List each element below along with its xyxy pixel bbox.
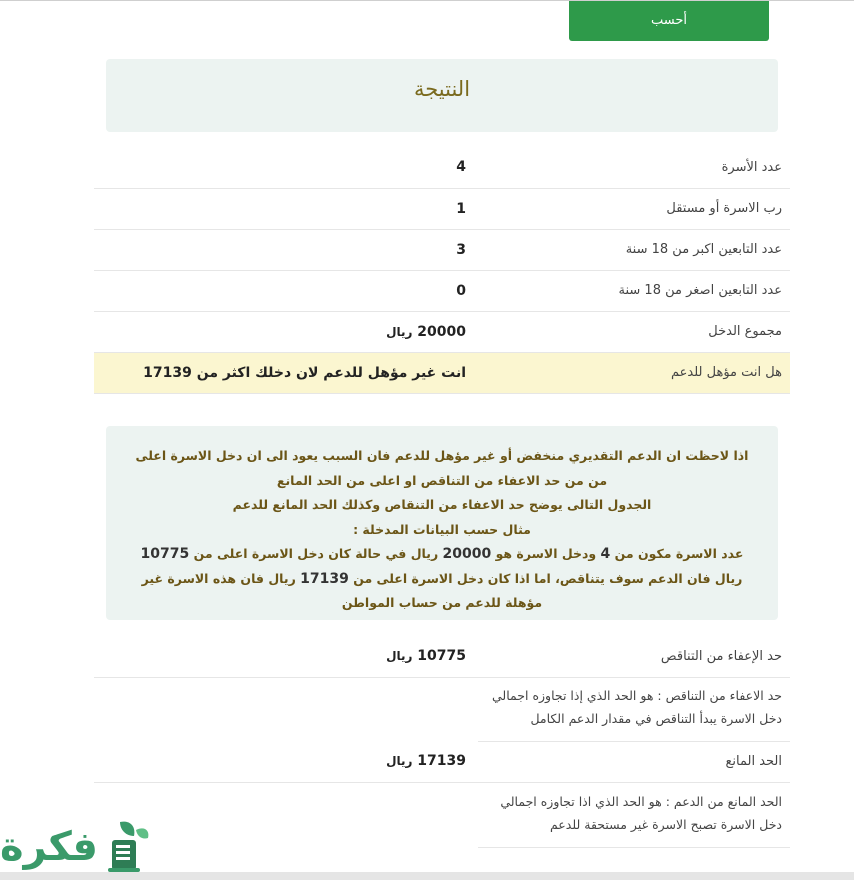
info-line-3: مثال حسب البيانات المدخلة : — [353, 521, 531, 537]
bottom-scrollbar[interactable] — [0, 872, 854, 880]
result-title: النتيجة — [413, 77, 471, 101]
exemption-amount: 10775 — [417, 648, 466, 665]
exemption-definition — [478, 684, 790, 742]
example-text: ودخل الاسرة هو — [495, 546, 597, 561]
result-table — [94, 147, 790, 394]
row-label: حد الإعفاء من التناقص — [478, 636, 790, 677]
row-value — [94, 636, 478, 677]
table-row-family-count — [94, 147, 790, 188]
row-value — [94, 311, 478, 352]
info-box — [106, 426, 778, 620]
example-text: ريال في حالة كان دخل الاسرة اعلى من — [193, 546, 439, 561]
table-row-barrier-limit — [94, 741, 790, 782]
example-number: 10775 — [140, 546, 190, 562]
table-row-head-of-family — [94, 188, 790, 229]
book-leaf-icon — [106, 818, 150, 876]
table-row-dependents-over-18 — [94, 229, 790, 270]
row-label: الحد المانع — [478, 741, 790, 782]
row-value: 3 — [94, 229, 478, 270]
exemption-table — [94, 636, 790, 678]
info-line-2: الجدول التالى يوضح حد الاعفاء من التنقاص وكذلك الحد المانع للدعم — [232, 497, 652, 512]
row-label: هل انت مؤهل للدعم — [478, 352, 790, 393]
example-number: 20000 — [442, 546, 492, 562]
definition-line: دخل الاسرة يبدأ التناقص في مقدار الدعم الكامل — [530, 711, 782, 726]
info-example — [126, 542, 758, 616]
income-amount: 20000 — [417, 323, 466, 340]
currency-unit: ريال — [386, 324, 413, 339]
barrier-table — [94, 741, 790, 783]
site-logo — [0, 816, 160, 880]
row-value: 0 — [94, 270, 478, 311]
currency-unit: ريال — [386, 649, 413, 664]
row-value: 4 — [94, 147, 478, 188]
row-label: عدد الأسرة — [478, 147, 790, 188]
row-label: عدد التابعين اكبر من 18 سنة — [478, 229, 790, 270]
example-text: ريال فان الدعم سوف يتناقص، اما اذا كان دخل الاسرة اعلى من — [353, 570, 743, 586]
row-value: انت غير مؤهل للدعم لان دخلك اكثر من 17139 — [94, 352, 478, 393]
row-value: 1 — [94, 188, 478, 229]
example-text: ريال فان هذه الاسرة غير مؤهلة للدعم من حساب المواطن — [141, 570, 543, 610]
barrier-amount: 17139 — [417, 753, 466, 770]
definition-line: حد الاعفاء من التناقص : هو الحد الذي إذا تجاوزه اجمالي — [492, 688, 782, 703]
definition-line: دخل الاسرة تصبح الاسرة غير مستحقة للدعم — [549, 817, 782, 832]
table-row-total-income — [94, 311, 790, 352]
barrier-definition — [478, 790, 790, 848]
row-label: عدد التابعين اصغر من 18 سنة — [478, 270, 790, 311]
currency-unit: ريال — [386, 754, 413, 769]
calculate-button[interactable]: أحسب — [569, 1, 769, 41]
row-value — [94, 741, 478, 782]
row-label: مجموع الدخل — [478, 311, 790, 352]
example-text: عدد الاسرة مكون من — [614, 546, 744, 561]
info-line-1: اذا لاحظت ان الدعم التقديري منخفض أو غير مؤهل للدعم فان السبب يعود الى ان دخل الاسرة اعلى من من حد الاعفاء من التناقص او اعلى من الحد المانع — [135, 448, 749, 488]
table-row-exemption-limit — [94, 636, 790, 677]
table-row-eligibility — [94, 352, 790, 393]
row-label: رب الاسرة أو مستقل — [478, 188, 790, 229]
example-number: 4 — [600, 546, 611, 562]
table-row-dependents-under-18 — [94, 270, 790, 311]
logo-text: فكرة — [0, 824, 98, 870]
result-header-box — [106, 59, 778, 132]
example-number: 17139 — [300, 570, 349, 587]
definition-line: الحد المانع من الدعم : هو الحد الذي اذا تجاوزه اجمالي — [500, 794, 782, 809]
